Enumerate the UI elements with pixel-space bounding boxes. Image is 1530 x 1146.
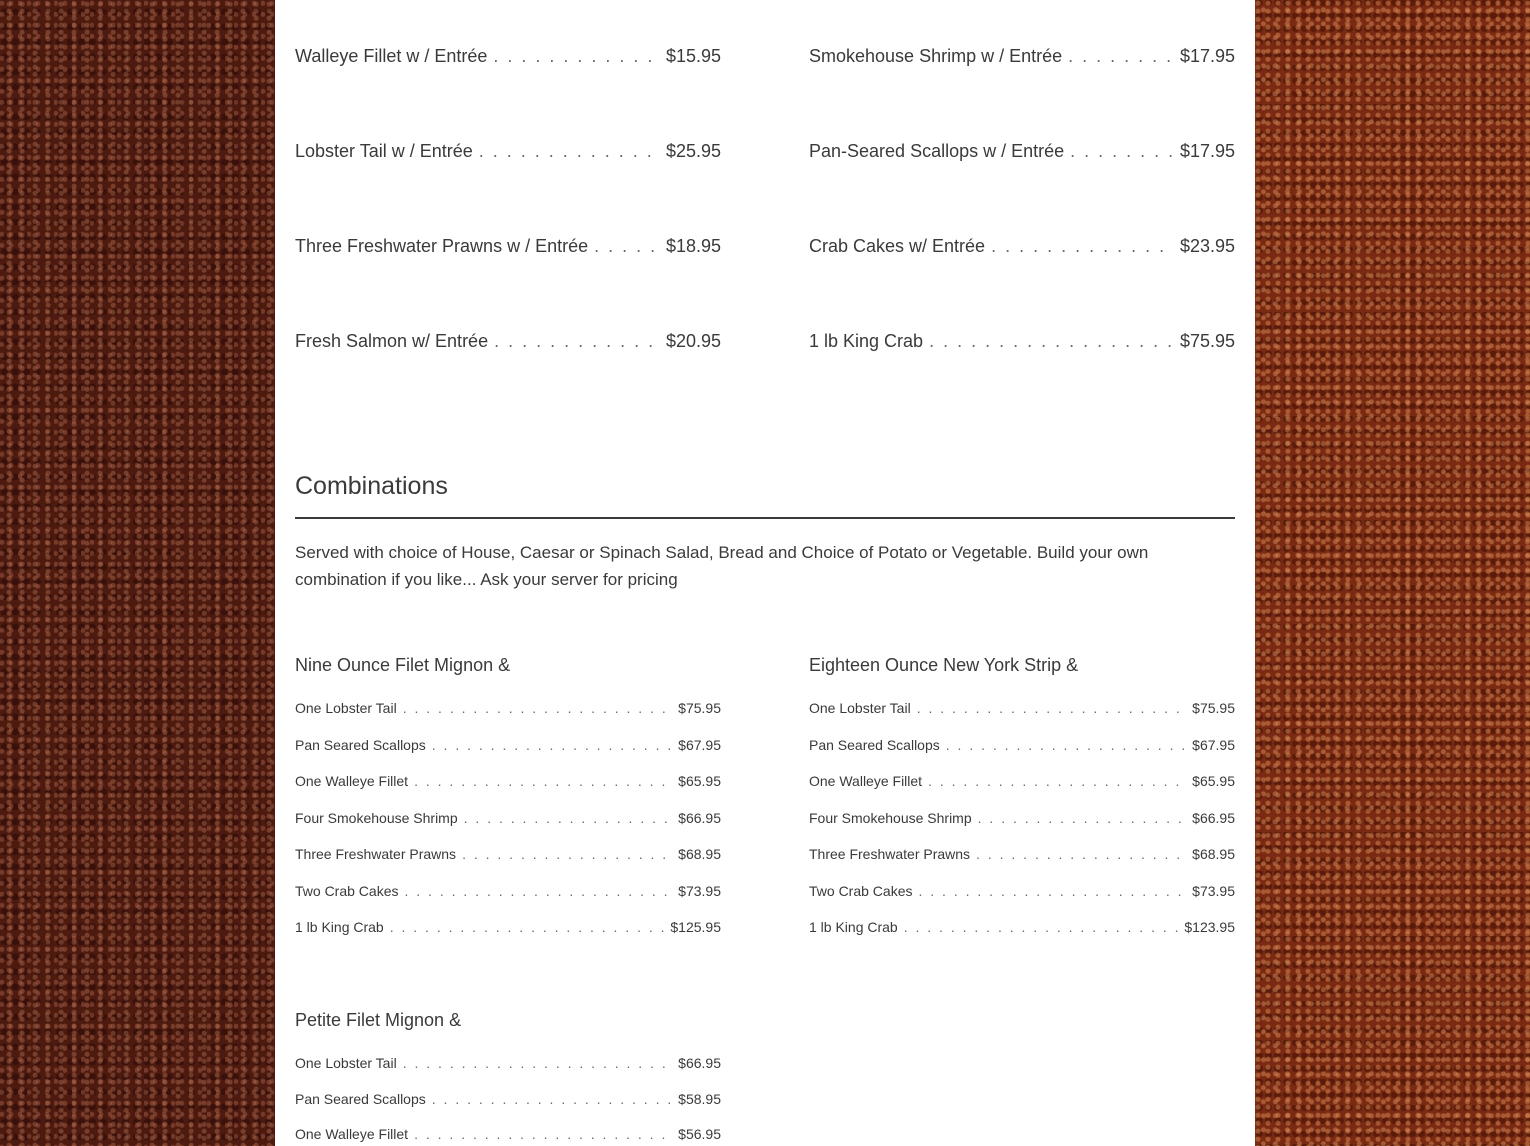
section-divider xyxy=(295,517,1235,519)
background-texture-left xyxy=(0,0,275,1146)
dot-leader xyxy=(494,331,660,352)
combo-item xyxy=(295,1055,721,1075)
section-title: Combinations xyxy=(295,472,448,500)
menu-item-price: $15.95 xyxy=(665,46,721,66)
dot-leader xyxy=(403,700,672,716)
dot-leader xyxy=(1068,46,1174,67)
combo-item-price: $73.95 xyxy=(1192,883,1235,899)
menu-panel xyxy=(275,0,1255,1146)
combo-item xyxy=(295,1091,721,1111)
combo-item-name: Three Freshwater Prawns xyxy=(295,846,457,862)
menu-item xyxy=(809,141,1235,165)
combo-item-name: Pan Seared Scallops xyxy=(295,1091,426,1107)
combo-item xyxy=(295,700,721,720)
menu-item xyxy=(295,46,721,70)
combo-item xyxy=(295,919,721,939)
menu-item xyxy=(295,331,721,355)
dot-leader xyxy=(918,883,1186,899)
menu-item xyxy=(809,46,1235,70)
combo-item-name: One Walleye Fillet xyxy=(295,1126,409,1142)
combo-item xyxy=(295,737,721,757)
combo-item xyxy=(295,810,721,830)
combo-item-name: One Lobster Tail xyxy=(295,700,397,716)
combo-item-price: $68.95 xyxy=(1192,846,1235,862)
combo-item-name: Two Crab Cakes xyxy=(809,883,913,899)
dot-leader xyxy=(414,1126,672,1142)
combo-item xyxy=(809,700,1235,720)
dot-leader xyxy=(917,700,1186,716)
combo-item-price: $67.95 xyxy=(1192,737,1235,753)
menu-item-name: Lobster Tail w / Entrée xyxy=(295,141,473,161)
combo-item-price: $56.95 xyxy=(678,1126,721,1142)
combo-item-price: $75.95 xyxy=(1192,700,1235,716)
dot-leader xyxy=(976,846,1186,862)
dot-leader xyxy=(403,1055,672,1071)
combo-item-price: $66.95 xyxy=(678,810,721,826)
dot-leader xyxy=(432,1091,672,1107)
dot-leader xyxy=(479,141,660,162)
combo-item-price: $67.95 xyxy=(678,737,721,753)
dot-leader xyxy=(991,236,1174,257)
dot-leader xyxy=(1070,141,1174,162)
combo-item xyxy=(295,846,721,866)
combo-item-price: $66.95 xyxy=(1192,810,1235,826)
menu-item-price: $20.95 xyxy=(665,331,721,351)
menu-item xyxy=(809,331,1235,355)
dot-leader xyxy=(404,883,672,899)
combo-item xyxy=(809,919,1235,939)
menu-item-name: Fresh Salmon w/ Entrée xyxy=(295,331,489,351)
combo-item-name: One Walleye Fillet xyxy=(295,773,409,789)
menu-item-price: $17.95 xyxy=(1179,141,1235,161)
dot-leader xyxy=(464,810,673,826)
menu-item-name: Three Freshwater Prawns w / Entrée xyxy=(295,236,589,256)
combo-item-name: Three Freshwater Prawns xyxy=(809,846,971,862)
background-texture-right xyxy=(1255,0,1530,1146)
menu-item-price: $18.95 xyxy=(665,236,721,256)
menu-item-price: $25.95 xyxy=(665,141,721,161)
menu-item xyxy=(809,236,1235,260)
combo-item-price: $65.95 xyxy=(678,773,721,789)
menu-item-name: 1 lb King Crab xyxy=(809,331,924,351)
menu-item-name: Crab Cakes w/ Entrée xyxy=(809,236,986,256)
menu-item-name: Pan-Seared Scallops w / Entrée xyxy=(809,141,1065,161)
combo-item xyxy=(809,846,1235,866)
combo-item xyxy=(295,773,721,793)
dot-leader xyxy=(390,919,665,935)
combo-item-price: $65.95 xyxy=(1192,773,1235,789)
combo-item-price: $123.95 xyxy=(1184,919,1235,935)
dot-leader xyxy=(904,919,1179,935)
dot-leader xyxy=(929,331,1174,352)
combo-group-title: Eighteen Ounce New York Strip & xyxy=(809,655,1079,675)
combo-item-name: 1 lb King Crab xyxy=(809,919,898,935)
menu-item-price: $17.95 xyxy=(1179,46,1235,66)
combo-item-name: Pan Seared Scallops xyxy=(295,737,426,753)
combo-item-name: One Lobster Tail xyxy=(809,700,911,716)
combo-item-price: $68.95 xyxy=(678,846,721,862)
combo-item xyxy=(295,883,721,903)
section-description: Served with choice of House, Caesar or Spinach Salad, Bread and Choice of Potato or Vegetable. Build your own combination if you like... Ask your server for pricing xyxy=(295,543,1149,589)
combo-item-price: $75.95 xyxy=(678,700,721,716)
combo-item-name: Two Crab Cakes xyxy=(295,883,399,899)
combo-item-name: 1 lb King Crab xyxy=(295,919,384,935)
combo-item-name: Four Smokehouse Shrimp xyxy=(809,810,972,826)
dot-leader xyxy=(946,737,1186,753)
dot-leader xyxy=(462,846,672,862)
combo-item-price: $58.95 xyxy=(678,1091,721,1107)
combo-item xyxy=(809,883,1235,903)
menu-item-name: Smokehouse Shrimp w / Entrée xyxy=(809,46,1063,66)
combo-item-price: $125.95 xyxy=(670,919,721,935)
combo-item-name: One Lobster Tail xyxy=(295,1055,397,1071)
combo-item xyxy=(295,1126,721,1146)
combo-item-name: Four Smokehouse Shrimp xyxy=(295,810,458,826)
combo-item xyxy=(809,737,1235,757)
combo-group-title: Nine Ounce Filet Mignon & xyxy=(295,655,511,675)
combo-item xyxy=(809,810,1235,830)
combo-item-name: One Walleye Fillet xyxy=(809,773,923,789)
dot-leader xyxy=(493,46,660,67)
dot-leader xyxy=(414,773,672,789)
menu-item xyxy=(295,236,721,260)
menu-item-name: Walleye Fillet w / Entrée xyxy=(295,46,488,66)
dot-leader xyxy=(978,810,1187,826)
dot-leader xyxy=(432,737,672,753)
dot-leader xyxy=(594,236,660,257)
combo-item-price: $66.95 xyxy=(678,1055,721,1071)
menu-item-price: $75.95 xyxy=(1179,331,1235,351)
combo-item-price: $73.95 xyxy=(678,883,721,899)
combo-item xyxy=(809,773,1235,793)
menu-item-price: $23.95 xyxy=(1179,236,1235,256)
dot-leader xyxy=(928,773,1186,789)
combo-item-name: Pan Seared Scallops xyxy=(809,737,940,753)
combo-group-title: Petite Filet Mignon & xyxy=(295,1010,462,1030)
menu-item xyxy=(295,141,721,165)
